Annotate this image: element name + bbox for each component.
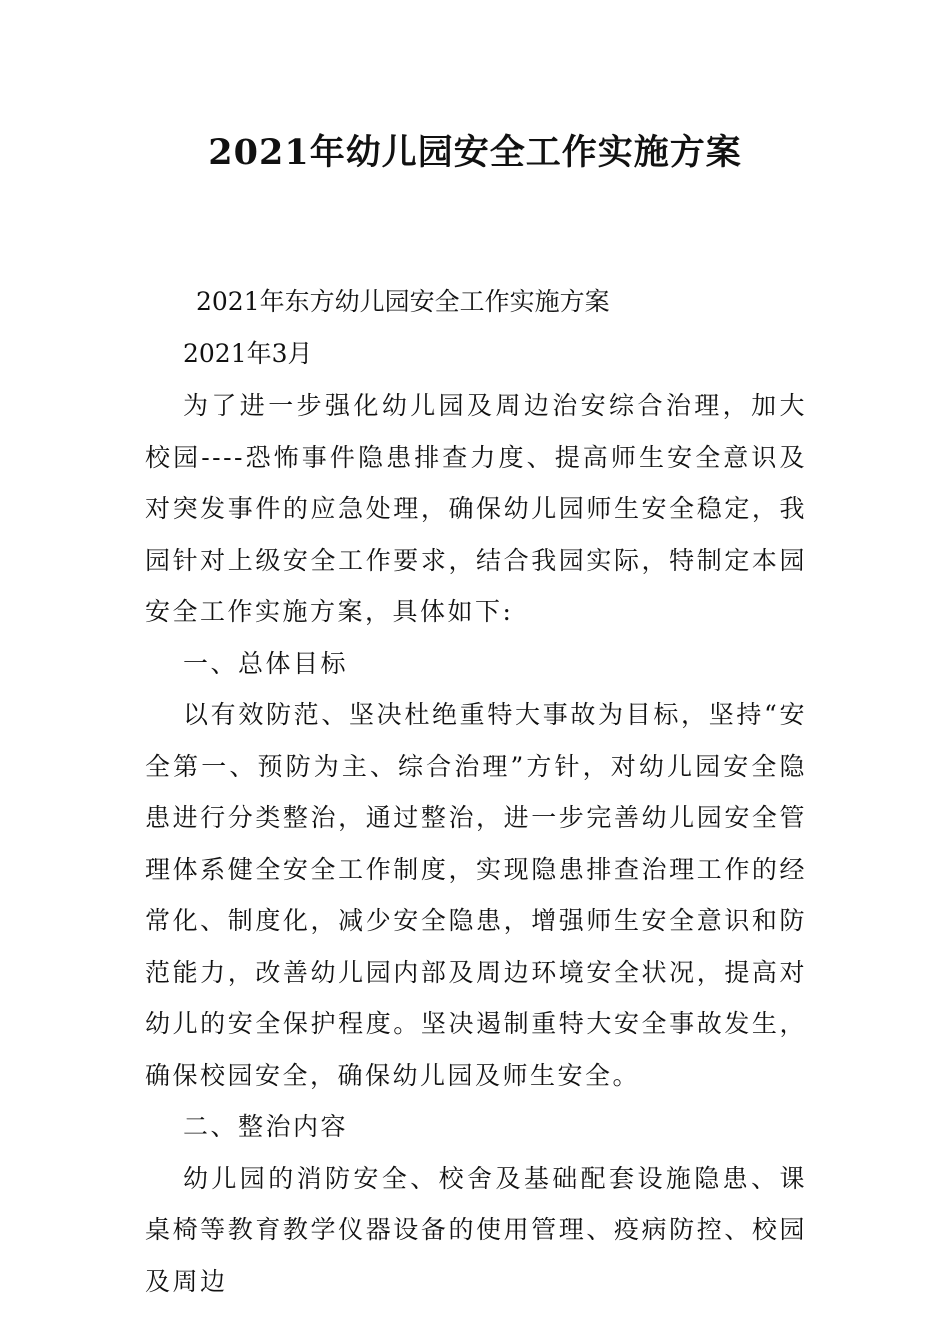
overall-goal-paragraph: 以有效防范、坚决杜绝重特大事故为目标，坚持“安全第一、预防为主、综合治理”方针，对幼儿园安全隐患进行分类整治，通过整治，进一步完善幼儿园安全管理体系健全安全工作制度，实现隐患排查治理工作的经常化、制度化，减少安全隐患，增强师生安全意识和防范能力，改善幼儿园内部及周边环境安全状况，提高对幼儿的安全保护程度。坚决遏制重特大安全事故发生，确保校园安全，确保幼儿园及师生安全。 (145, 700, 807, 1090)
document-title: 2021年幼儿园安全工作实施方案 (208, 132, 742, 173)
document-date: 2021年3月 (183, 339, 313, 368)
rectification-content-paragraph: 幼儿园的消防安全、校舍及基础配套设施隐患、课桌椅等教育教学仪器设备的使用管理、疫病防控、校园及周边 (145, 1163, 807, 1296)
intro-paragraph: 为了进一步强化幼儿园及周边治安综合治理，加大校园----恐怖事件隐患排查力度、提高师生安全意识及对突发事件的应急处理，确保幼儿园师生安全稳定，我园针对上级安全工作要求，结合我园实际，特制定本园安全工作实施方案，具体如下: (145, 391, 807, 626)
section-heading-rectification-content: 二、整治内容 (183, 1112, 349, 1141)
document-subtitle: 2021年东方幼儿园安全工作实施方案 (196, 287, 610, 316)
section-heading-overall-goal: 一、总体目标 (183, 648, 349, 678)
document-body (145, 380, 807, 1307)
